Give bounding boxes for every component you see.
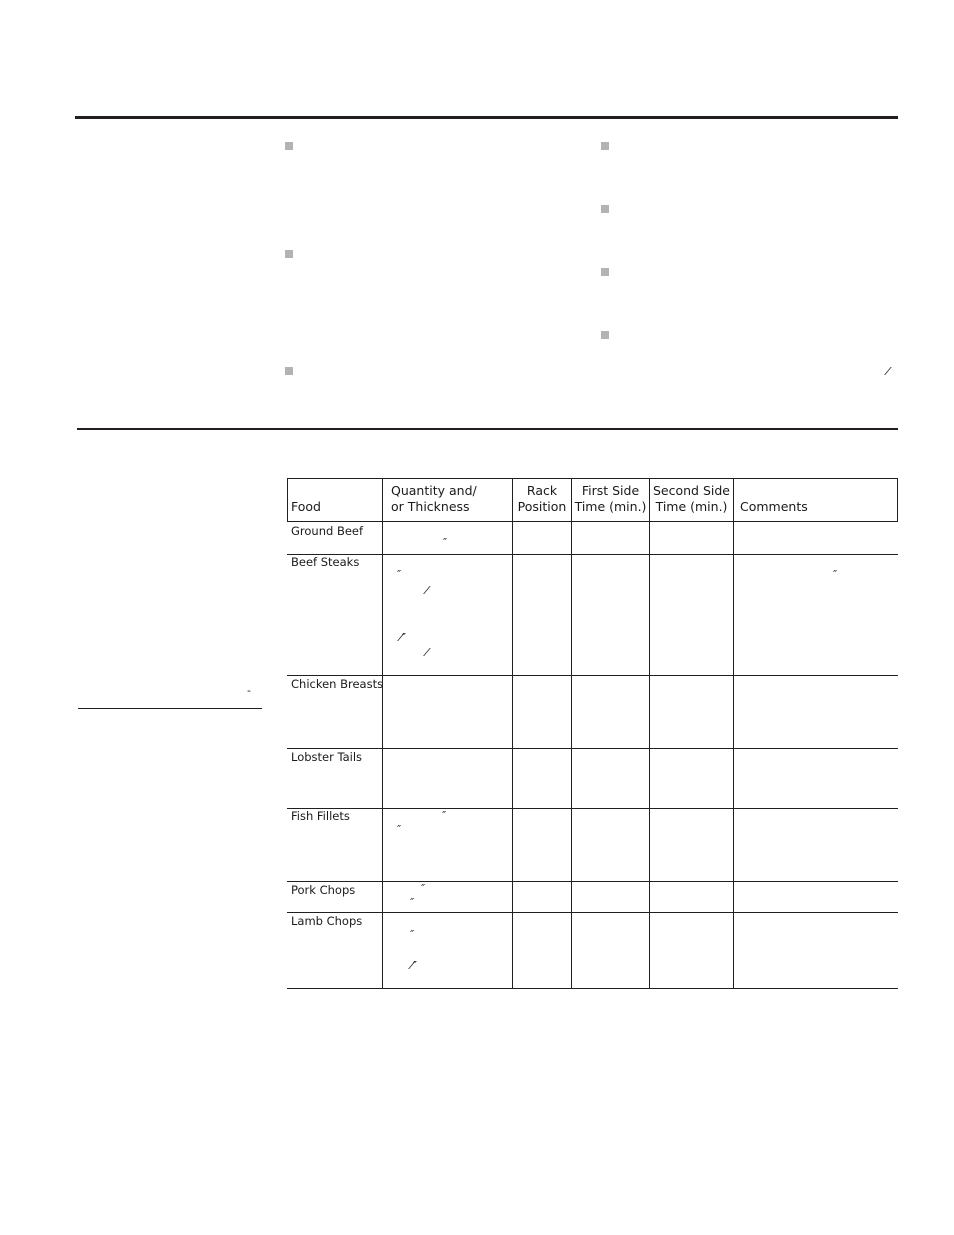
fraction-slash: ⁄ [887,365,889,378]
food-cell: Ground Beef [291,524,364,538]
side-mark: - [247,684,251,697]
row-divider [287,912,898,913]
food-cell: Chicken Breasts [291,677,384,691]
header-quantity: Quantity and/ or Thickness [391,483,477,514]
table-border-right [897,478,898,521]
inch-mark: ″ [397,823,402,836]
food-cell: Lobster Tails [291,750,363,764]
table-border-top [287,478,898,479]
table-border-left [287,478,288,521]
fraction-slash: ⁄ [426,584,428,597]
food-cell: Pork Chops [291,883,356,897]
row-divider [287,808,898,809]
inch-mark: ″ [443,536,448,549]
row-divider [287,881,898,882]
bullet-square [601,268,609,276]
fraction-slash-inch: ⁄″ [411,959,417,972]
bullet-square [285,142,293,150]
inch-mark: ″ [442,809,447,822]
top-rule [75,116,898,119]
header-comments: Comments [740,499,808,514]
bullet-square [601,205,609,213]
header-first-side-time: First Side Time (min.) [574,483,647,514]
food-cell: Fish Fillets [291,809,350,823]
header-rack-position: Rack Position [517,483,567,514]
bullet-square [285,250,293,258]
bullet-square [601,331,609,339]
row-divider [287,554,898,555]
inch-mark: ″ [397,568,402,581]
broiling-table [287,478,898,989]
bullet-square [601,142,609,150]
row-divider [287,748,898,749]
food-cell: Lamb Chops [291,914,363,928]
food-cell: Beef Steaks [291,555,360,569]
side-underline [78,708,262,709]
header-bottom-line [287,521,898,522]
inch-mark: ″ [833,568,838,581]
inch-mark: ″ [410,928,415,941]
header-second-side-time: Second Side Time (min.) [652,483,730,514]
fraction-slash-inch: ⁄″ [400,631,406,644]
inch-mark: ″ [410,896,415,909]
table-border-bottom [287,988,898,989]
inch-mark: ″ [421,882,426,895]
bullet-square [285,367,293,375]
fraction-slash: ⁄ [426,646,428,659]
row-divider [287,675,898,676]
header-food: Food [291,499,321,514]
section-rule [77,428,898,430]
